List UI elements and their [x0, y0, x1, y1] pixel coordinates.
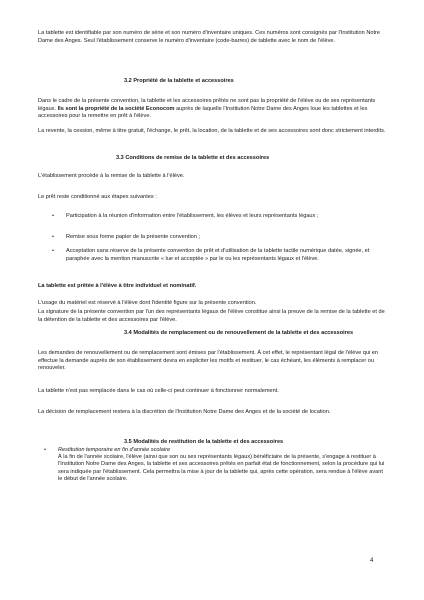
paragraph-decision: La décision de remplacement restera à la discrétion de l'Institution Notre Dame des Anges et de la société de location.: [38, 409, 331, 415]
paragraph-propriete: [38, 98, 388, 121]
paragraph-usage: L'usage du matériel est réservé à l'élève dont l'identité figure sur la présente convention.: [38, 300, 257, 306]
bullet: •: [52, 213, 54, 219]
restitution-section: [58, 447, 388, 483]
paragraph-identification: La tablette est identifiable par son numéro de série et son numéro d'inventaire uniques. Ces numéros sont consignés par l'Institution Notre Dame des Anges. Seul l'établissement conserve le numéro d'inventaire (code-barres) de tablette avec le nom de l'élève.: [38, 30, 380, 44]
subheading-restitution: Restitution temporaire en fin d'année scolaire: [58, 447, 171, 453]
list-item: Remise sous forme papier de la présente convention ;: [66, 234, 201, 240]
bullet: •: [44, 447, 46, 453]
heading-3-3: 3.3 Conditions de remise de la tablette et des accessoires: [116, 155, 270, 161]
text: Dans le cadre de la présente convention, la tablette et les accessoires prêtés ne sont pas la propriété de l'élève ou de ses représentants légaux.: [38, 98, 376, 112]
heading-3-4: 3.4 Modalités de remplacement ou de renouvellement de la tablette et des accessoires: [124, 330, 354, 336]
heading-3-2: 3.2 Propriété de la tablette et accessoires: [124, 78, 234, 84]
text-bold: Ils sont la propriété de la société Econocom: [57, 105, 175, 112]
paragraph-non-remplacement: La tablette n'est pas remplacée dans le cas où celle-ci peut continuer à fonctionner normalement.: [38, 388, 279, 394]
paragraph-conditions: Le prêt reste conditionné aux étapes suivantes :: [38, 194, 157, 200]
paragraph-remise: L'établissement procède à la remise de la tablette à l'élève.: [38, 173, 185, 179]
text: auprès de laquelle l'Institution Notre Dame des Anges loue les tablettes et les accessoires pour la remettre en prêt à l'élève.: [38, 105, 368, 120]
paragraph-signature: La signature de la présente convention par l'un des représentants légaux de l'élève constitue ainsi la preuve de la remise de la tablette et de la détention de la tablette et des accessoires par l'élève.: [38, 309, 385, 323]
paragraph-restitution: À la fin de l'année scolaire, l'élève (ainsi que son ou ses représentants légaux) bénéficiaire de la présente, s'engage à restituer à l'Institution Notre Dame des Anges, la tablette et ses accessoires prêtés en parfait état de fonctionnement, selon la procédure qui lui sera indiquée par l'établissement. Cela permettra la mise à jour de la tablette qui, après cette opération, sera rendue à l'élève avant le début de l'année scolaire.: [58, 454, 385, 482]
bullet: •: [52, 234, 54, 240]
bullet: •: [52, 248, 54, 254]
paragraph-demandes: Les demandes de renouvellement ou de remplacement sont émises par l'établissement. À cet effet, le représentant légal de l'élève qui en effectue la demande auprès de son établissement devra en expliciter les motifs et restituer, le cas échéant, les éléments à remplacer ou renouveler.: [38, 350, 379, 372]
list-item: Acceptation sans réserve de la présente convention de prêt et d'utilisation de la tablette tactile numérique datée, signée, et paraphée avec la mention manuscrite « lue et acceptée » par le ou les représentants légaux et l'élève.: [66, 248, 370, 262]
heading-nominatif: La tablette est prêtée à l'élève à titre individuel et nominatif.: [38, 283, 197, 289]
paragraph-revente: La revente, la cession, même à titre gratuit, l'échange, le prêt, la location, de la tablette et de ses accessoires sont donc strictement interdits.: [38, 128, 386, 134]
heading-3-5: 3.5 Modalités de restitution de la tablette et des accessoires: [124, 439, 284, 445]
list-item: Participation à la réunion d'information entre l'établissement, les élèves et leurs représentants légaux ;: [66, 213, 319, 219]
page-number: 4: [370, 558, 374, 564]
